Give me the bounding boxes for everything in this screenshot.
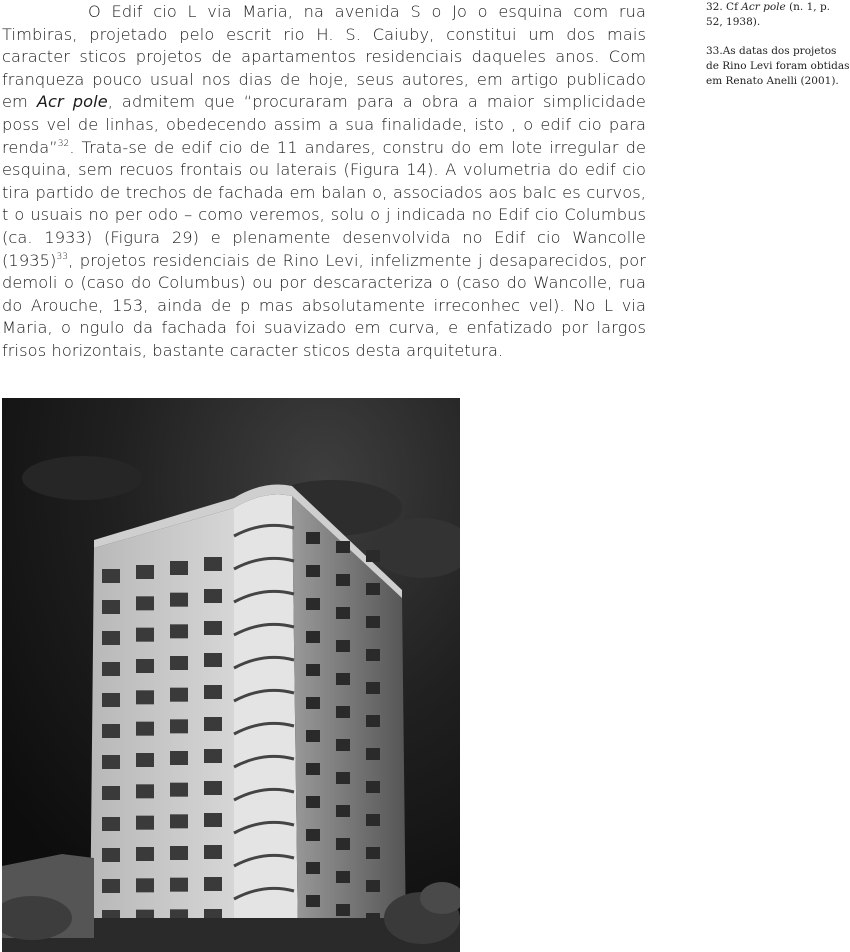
- window: [136, 878, 154, 892]
- footnote-ref-32[interactable]: 32: [57, 138, 70, 149]
- window: [306, 829, 320, 841]
- window: [204, 845, 222, 859]
- window: [204, 589, 222, 603]
- window: [136, 816, 154, 830]
- window: [204, 781, 222, 795]
- window: [336, 706, 350, 718]
- window: [136, 847, 154, 861]
- window: [336, 541, 350, 553]
- window: [170, 656, 188, 670]
- window: [102, 817, 120, 831]
- window: [136, 690, 154, 704]
- body-text: [2, 1, 646, 363]
- window: [366, 847, 380, 859]
- window: [306, 697, 320, 709]
- window: [136, 596, 154, 610]
- body-segment: , projetos residenciais de Rino Levi, infelizmente j desaparecidos, por demoli o (caso do Columbus) ou por descaracteriza o (caso do Wancolle, rua do Arouche, 153, ainda de p mas absolutamente irreconhec vel). No L via Maria, o ngulo da fachada foi suavizado em curva, e enfatizado por largos frisos horizontais, bastante caracter sticos desta arquitetura.: [2, 250, 646, 360]
- window: [102, 569, 120, 583]
- window: [204, 813, 222, 827]
- window: [306, 532, 320, 544]
- window: [366, 781, 380, 793]
- window: [306, 895, 320, 907]
- window: [306, 565, 320, 577]
- window: [170, 624, 188, 638]
- window: [366, 814, 380, 826]
- window: [102, 631, 120, 645]
- window: [136, 784, 154, 798]
- window: [336, 739, 350, 751]
- window: [366, 748, 380, 760]
- window: [336, 772, 350, 784]
- window: [204, 653, 222, 667]
- window: [170, 814, 188, 828]
- window: [136, 628, 154, 642]
- window: [336, 673, 350, 685]
- body-segment: . Trata-se de edif cio de 11 andares, constru do em lote irregular de esquina, sem recuos frontais ou laterais (Figura 14). A volumetria do edif cio tira partido de trechos de fachada em balan o, associados aos balc es curvos, t o usuais no per odo – como veremos, solu o j indicada no Edif cio Columbus (ca. 1933) (Figura 29) e plenamente desenvolvida no Edif cio Wancolle (1935): [2, 137, 646, 270]
- window: [336, 838, 350, 850]
- window: [102, 600, 120, 614]
- window: [306, 862, 320, 874]
- window: [336, 871, 350, 883]
- building-photo: [2, 398, 460, 952]
- journal-name: Acr pole: [36, 92, 108, 112]
- window: [170, 783, 188, 797]
- window: [136, 659, 154, 673]
- window: [136, 753, 154, 767]
- window: [336, 640, 350, 652]
- window: [102, 693, 120, 707]
- window: [102, 662, 120, 676]
- body-segment: O Edif cio L via Maria, na avenida S o Jo o esquina com rua Timbiras, projetado pelo escrit rio H. S. Caiuby, constitui um dos mais caracter sticos projetos de apartamentos residenciais daqueles anos. Com franqueza pouco usual nos dias de hoje, seus autores, em artigo publicado em: [2, 2, 646, 112]
- window: [102, 724, 120, 738]
- window: [102, 848, 120, 862]
- window: [336, 607, 350, 619]
- window: [366, 550, 380, 562]
- window: [170, 561, 188, 575]
- window: [366, 649, 380, 661]
- window: [170, 593, 188, 607]
- window: [170, 719, 188, 733]
- body-segment: , admitem que “procuraram para a obra a maior simplicidade poss vel de linhas, obedecendo assim a sua finalidade, isto , o edif cio para renda”: [2, 92, 646, 157]
- window: [366, 715, 380, 727]
- window: [366, 616, 380, 628]
- window: [306, 598, 320, 610]
- window: [204, 557, 222, 571]
- window: [170, 846, 188, 860]
- window: [204, 621, 222, 635]
- body-paragraph: [2, 1, 646, 363]
- footnote-ref-33[interactable]: 33: [56, 251, 69, 262]
- note-33: 33.As datas dos projetos de Rino Levi foram obtidas em Renato Anelli (2001).: [706, 45, 850, 87]
- window: [306, 664, 320, 676]
- window: [102, 879, 120, 893]
- window: [204, 685, 222, 699]
- window: [336, 805, 350, 817]
- window: [306, 796, 320, 808]
- window: [136, 722, 154, 736]
- window: [204, 877, 222, 891]
- sidenotes: [706, 0, 850, 103]
- window: [204, 717, 222, 731]
- window: [170, 751, 188, 765]
- window: [336, 904, 350, 916]
- window: [170, 878, 188, 892]
- window: [204, 749, 222, 763]
- window: [336, 574, 350, 586]
- window: [102, 755, 120, 769]
- window: [306, 763, 320, 775]
- window: [170, 688, 188, 702]
- window: [306, 631, 320, 643]
- window: [306, 730, 320, 742]
- window: [366, 682, 380, 694]
- note-32: 32. Cf Acr pole (n. 1, p. 52, 1938).: [706, 1, 831, 28]
- window: [366, 583, 380, 595]
- window: [102, 786, 120, 800]
- window: [366, 880, 380, 892]
- building-illustration: [2, 398, 460, 952]
- window: [136, 565, 154, 579]
